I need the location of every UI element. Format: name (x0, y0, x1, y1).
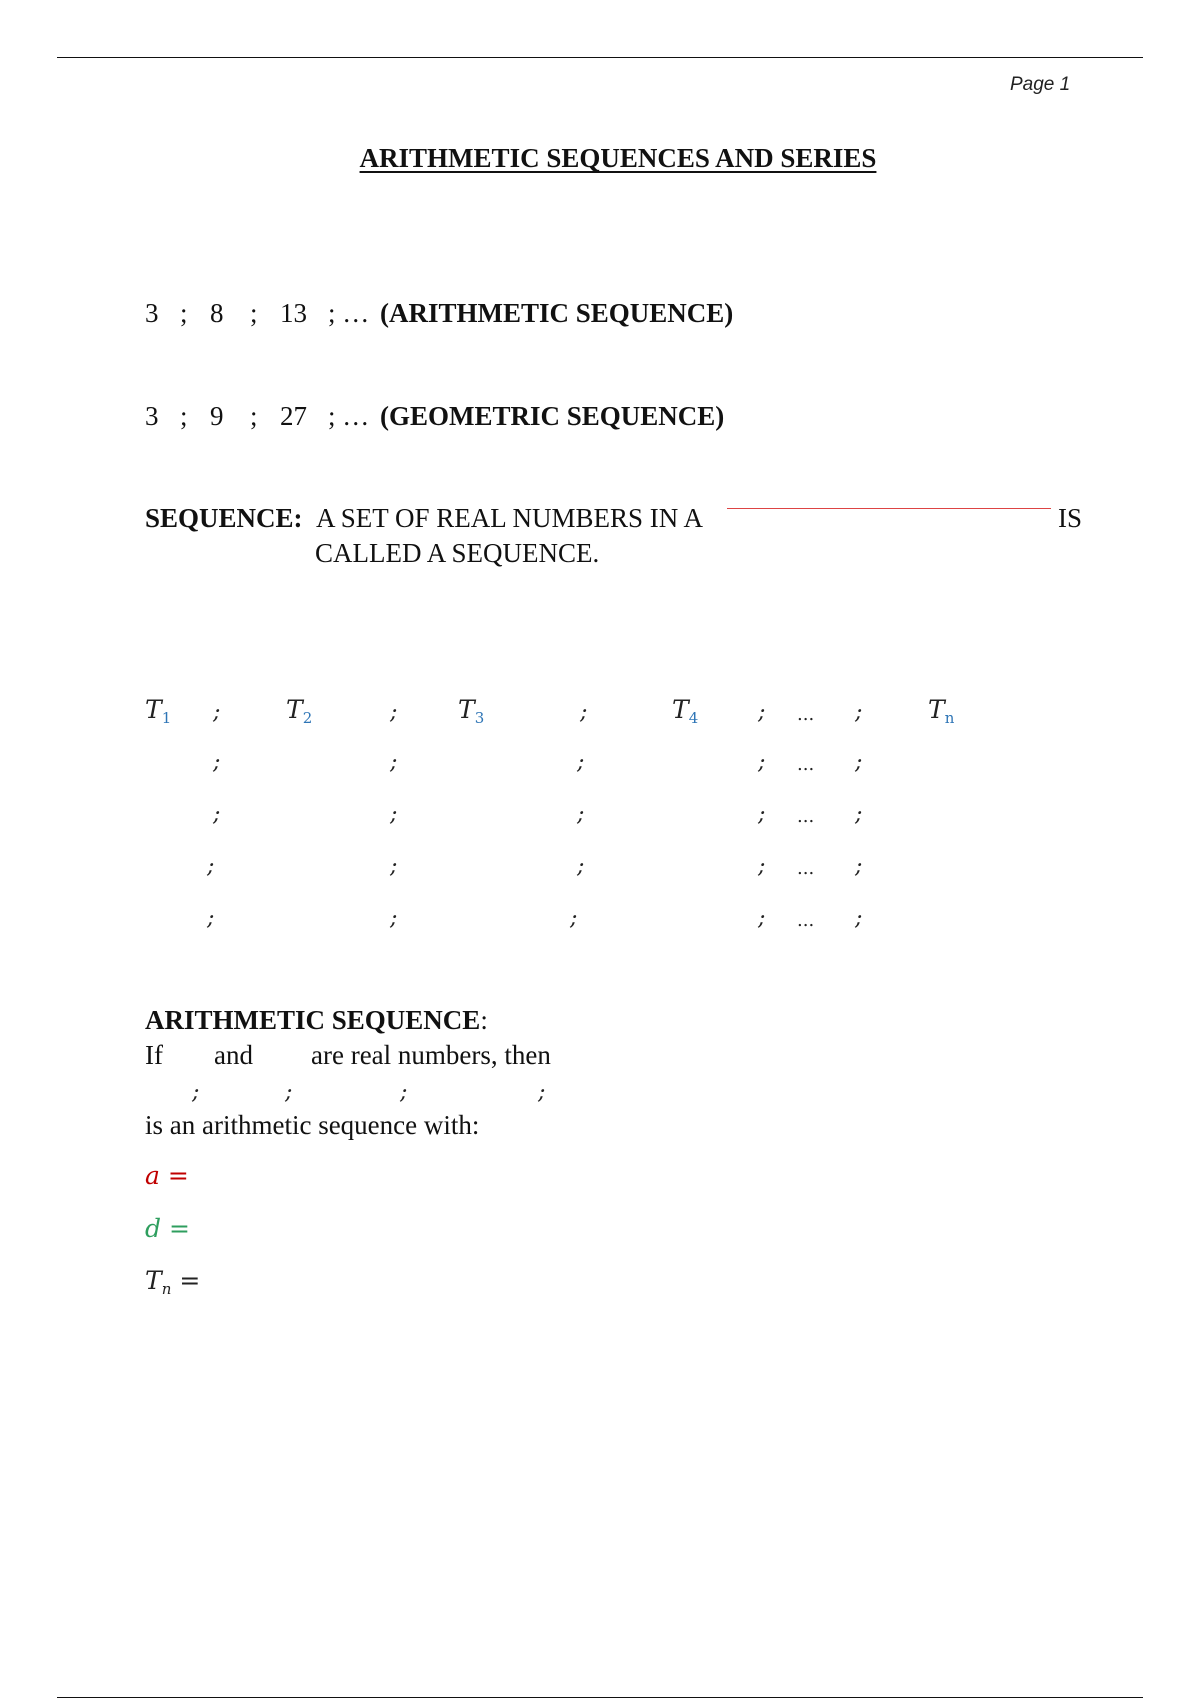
geo-label: (GEOMETRIC SEQUENCE) (380, 401, 725, 431)
grid-sep: ; (213, 700, 221, 725)
geo-term-1: 3 (145, 401, 159, 431)
arith-ellipsis: ; … (328, 298, 370, 328)
grid-sep: ; (577, 854, 585, 879)
seq-sep: ; (285, 1080, 293, 1105)
geo-sep-2: ; (250, 401, 258, 431)
grid-sep: ; (855, 750, 863, 775)
grid-sep: ; (580, 700, 588, 725)
if-word: If (145, 1040, 163, 1070)
fill-in-blank (727, 508, 1051, 509)
term-t2: $T_2$ (286, 695, 313, 727)
grid-sep: ; (758, 854, 766, 879)
geo-sep-1: ; (180, 401, 188, 431)
arith-term-1: 3 (145, 298, 159, 328)
geo-term-2: 9 (210, 401, 224, 431)
term-t1: $T_1$ (145, 695, 172, 727)
d-definition: d = (145, 1214, 190, 1243)
geo-term-3: 27 (280, 401, 307, 431)
grid-ellipsis: ... (797, 858, 815, 879)
grid-sep: ; (390, 750, 398, 775)
grid-sep: ; (207, 906, 215, 931)
grid-sep: ; (577, 802, 585, 827)
grid-ellipsis: ... (797, 754, 815, 775)
grid-sep: ; (390, 854, 398, 879)
term-tn: $T_n$ (928, 695, 955, 727)
then-text: are real numbers, then (311, 1040, 551, 1070)
header-rule (57, 57, 1143, 58)
grid-sep: ; (758, 906, 766, 931)
grid-sep: ; (758, 750, 766, 775)
definition-line-2: CALLED A SEQUENCE. (315, 538, 600, 568)
grid-sep: ; (855, 854, 863, 879)
arith-label: (ARITHMETIC SEQUENCE) (380, 298, 734, 328)
tn-definition: $T_n$ = (145, 1266, 201, 1298)
seq-sep: ; (192, 1080, 200, 1105)
grid-sep: ; (758, 700, 766, 725)
arith-term-3: 13 (280, 298, 307, 328)
page-number: Page 1 (1010, 74, 1071, 95)
definition-line-1: A SET OF REAL NUMBERS IN A (316, 503, 704, 533)
arith-sep-1: ; (180, 298, 188, 328)
grid-ellipsis: ... (797, 704, 815, 725)
grid-sep: ; (213, 750, 221, 775)
grid-sep: ; (213, 802, 221, 827)
geo-ellipsis: ; … (328, 401, 370, 431)
grid-sep: ; (855, 906, 863, 931)
section-heading: ARITHMETIC SEQUENCE: (145, 1005, 488, 1035)
grid-ellipsis: ... (797, 910, 815, 931)
grid-sep: ; (207, 854, 215, 879)
grid-sep: ; (855, 700, 863, 725)
definition-term: SEQUENCE: (145, 503, 303, 533)
and-word: and (214, 1040, 253, 1070)
with-text: is an arithmetic sequence with: (145, 1110, 480, 1140)
grid-sep: ; (758, 802, 766, 827)
seq-sep: ; (538, 1080, 546, 1105)
grid-sep: ; (390, 700, 398, 725)
grid-sep: ; (577, 750, 585, 775)
grid-sep: ; (855, 802, 863, 827)
term-t4: $T_4$ (672, 695, 699, 727)
grid-sep: ; (570, 906, 578, 931)
a-definition: a = (145, 1161, 189, 1190)
grid-sep: ; (390, 906, 398, 931)
seq-sep: ; (400, 1080, 408, 1105)
term-t3: $T_3$ (458, 695, 485, 727)
grid-sep: ; (390, 802, 398, 827)
page-title: ARITHMETIC SEQUENCES AND SERIES (359, 143, 877, 173)
grid-ellipsis: ... (797, 806, 815, 827)
arith-term-2: 8 (210, 298, 224, 328)
arith-sep-2: ; (250, 298, 258, 328)
footer-rule (57, 1697, 1143, 1698)
definition-is: IS (1058, 503, 1083, 533)
